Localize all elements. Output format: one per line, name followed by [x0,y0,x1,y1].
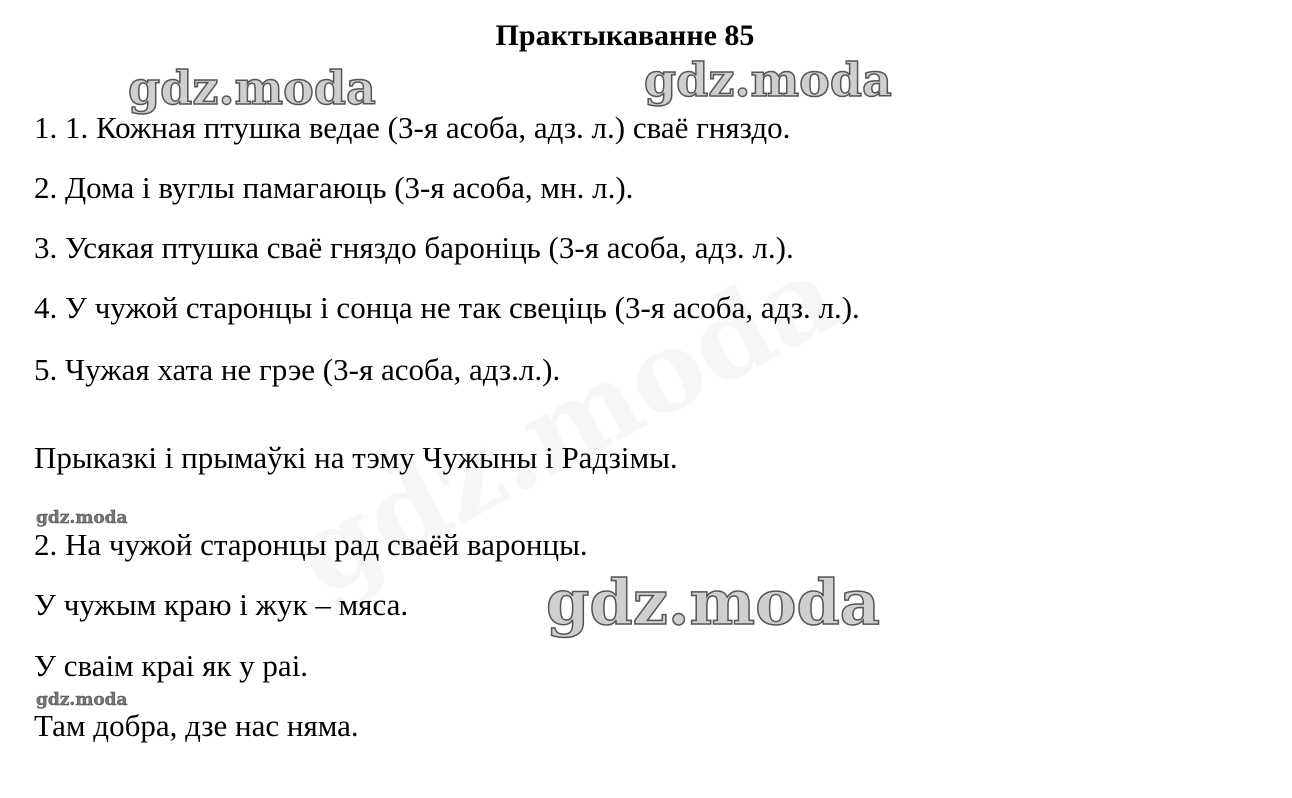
page-title: Практыкаванне 85 [495,19,755,52]
watermark-logo-small: gdz.moda [36,690,128,710]
exercise-line-3: 3. Усякая птушка сваё гняздо бароніць (3-я асоба, адз. л.). [34,230,794,265]
watermark-logo-small: gdz.moda [36,508,128,528]
proverb-line-4: Там добра, дзе нас няма. [34,708,359,743]
proverb-line-3: У сваім краі як у раі. [34,648,309,683]
proverb-line-2: У чужым краю і жук – мяса. [34,587,409,622]
watermark-logo: gdz.moda [644,53,892,107]
watermark-logo-large: gdz.moda [546,566,880,639]
exercise-line-1: 1. 1. Кожная птушка ведае (3-я асоба, адз. л.) сваё гняздо. [34,110,791,145]
section-heading: Прыказкі і прымаўкі на тэму Чужыны і Радзімы. [34,440,678,475]
watermark-logo: gdz.moda [128,61,376,115]
proverb-line-1: 2. На чужой старонцы рад сваёй варонцы. [34,527,588,562]
exercise-line-5: 5. Чужая хата не грэе (3-я асоба, адз.л.). [34,352,561,387]
exercise-line-2: 2. Дома і вуглы памагаюць (3-я асоба, мн. л.). [34,170,634,205]
exercise-line-4: 4. У чужой старонцы і сонца не так свеціць (3-я асоба, адз. л.). [34,290,860,325]
